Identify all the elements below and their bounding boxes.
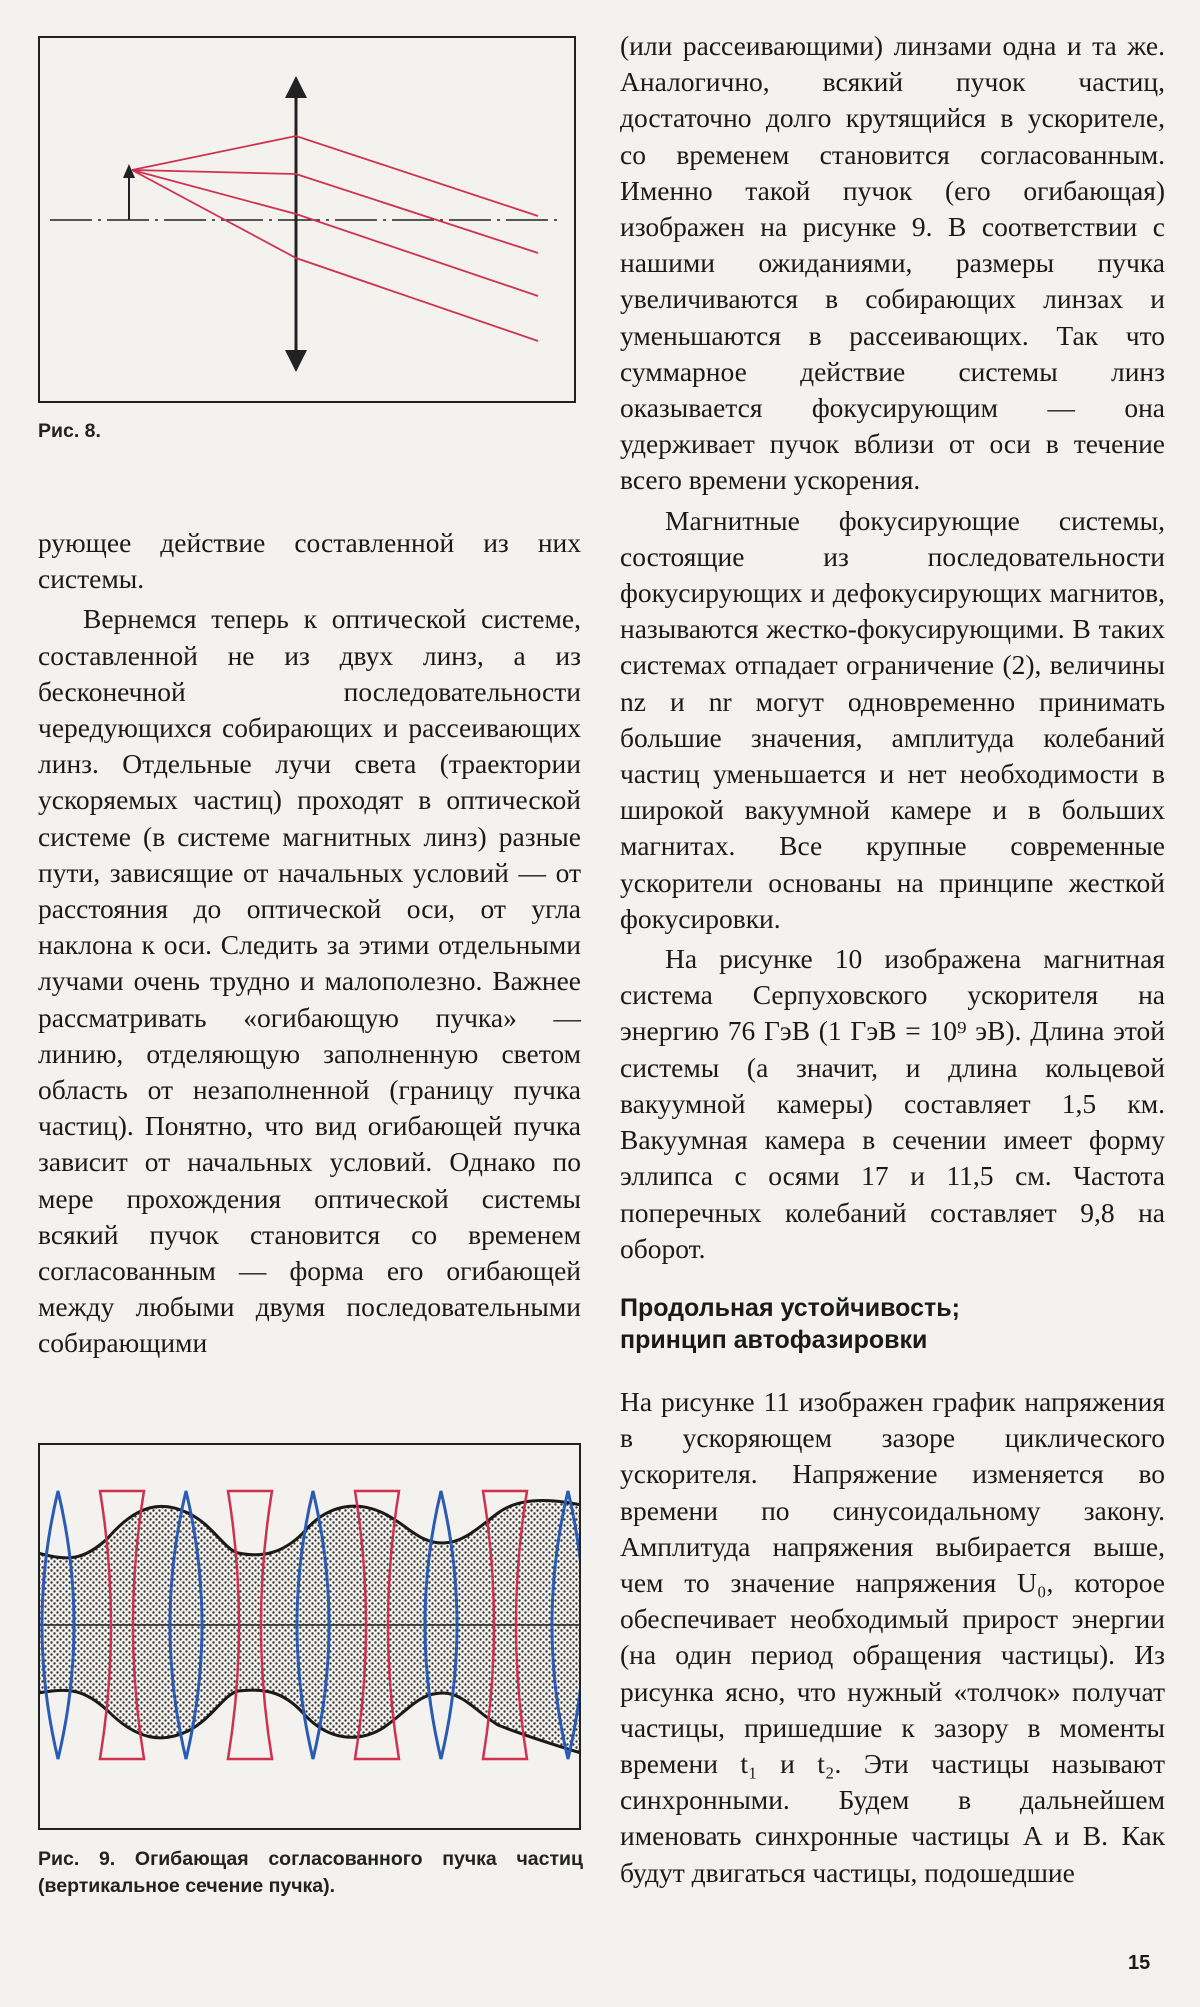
paragraph: (или рассеивающими) линзами одна и та же. Аналогично, всякий пучок частиц, достаточно долго крутящийся в ускорителе, со временем становится согласованным. Именно такой пучок (его огибающая) изображен на рисунке 9. В соответствии с нашими ожиданиями, размеры пучка увеличиваются в собирающих линзах и уменьшаются в рассеивающих. Так что суммарное действие системы линз оказывается фокусирующим — она удерживает пучок вблизи от оси в течение всего времени ускорения.: [620, 30, 1165, 496]
section-heading-line: Продольная устойчивость;: [620, 1294, 960, 1322]
paragraph: рующее действие составленной из них системы.: [38, 527, 581, 595]
figure-8-lens-diagram: [38, 36, 576, 403]
beam-envelope-fill: [38, 1500, 581, 1753]
paragraph: На рисунке 11 изображен график напряжения в ускоряющем зазоре циклического ускорителя. Напряжение изменяется во времени по синусоидальному закону. Амплитуда напряжения выбирается выше, чем то значение напряжения U₀, которое обеспечивает необходимый прирост энергии (на один период обращения частицы). Из рисунка ясно, что нужный «толчок» получат частицы, пришедшие к зазору в моменты времени t₁ и t₂. Эти частицы называют синхронными. Будем в дальнейшем именовать синхронные частицы A и B. Как будут двигаться частицы, подошедшие: [620, 1386, 1165, 1888]
light-rays: [132, 136, 538, 341]
paragraph: Вернемся теперь к оптической системе, составленной не из двух линз, а из бесконечной последовательности чередующихся собирающих и рассеивающих линз. Отдельные лучи света (траектории ускоряемых частиц) проходят в оптической системе (в системе магнитных линз) разные пути, зависящие от начальных условий — от расстояния до оптической оси, от угла наклона к оси. Следить за этими отдельными лучами очень трудно и малополезно. Важнее рассматривать «огибающую пучка» — линию, отделяющую заполненную светом область от незаполненной (границу пучка частиц). Понятно, что вид огибающей пучка зависит от начальных условий. Однако по мере прохождения оптической системы всякий пучок становится со временем согласованным — форма его огибающей между любыми двумя последовательными собирающими: [38, 603, 581, 1359]
page-number: 15: [1128, 1952, 1151, 1974]
light-ray: [132, 136, 538, 216]
section-heading: [620, 1292, 1165, 1356]
right-column-text: [620, 28, 1165, 1267]
figure-9-caption: Рис. 9. Огибающая согласованного пучка частиц (вертикальное сечение пучка).: [38, 1848, 583, 1897]
section-heading-line: принцип автофазировки: [620, 1326, 928, 1354]
left-column-text: [38, 525, 581, 1362]
paragraph: На рисунке 10 изображена магнитная система Серпуховского ускорителя на энергию 76 ГэВ (1 ГэВ = 10⁹ эВ). Длина этой системы (а значит, и длина кольцевой вакуумной камеры) составляет 1,5 км. Вакуумная камера в сечении имеет форму эллипса с осями 17 и 11,5 см. Частота поперечных колебаний составляет 9,8 на оборот.: [620, 943, 1165, 1264]
figure-9-beam-envelope: [38, 1443, 581, 1830]
light-ray: [132, 170, 538, 253]
lens-arrowhead-top: [285, 76, 307, 98]
figure-8-caption: Рис. 8.: [38, 420, 101, 442]
section-body-text: [620, 1384, 1165, 1891]
lens-arrowhead-bottom: [285, 350, 307, 372]
paragraph: Магнитные фокусирующие системы, состоящие из последовательности фокусирующих и дефокусирующих магнитов, называются жестко-фокусирующими. В таких системах отпадает ограничение (2), величины nz и nr могут одновременно принимать большие значения, амплитуда колебаний частиц уменьшается и нет необходимости в широкой вакуумной камере и в больших магнитах. Все крупные современные ускорители основаны на принципе жесткой фокусировки.: [620, 504, 1165, 934]
